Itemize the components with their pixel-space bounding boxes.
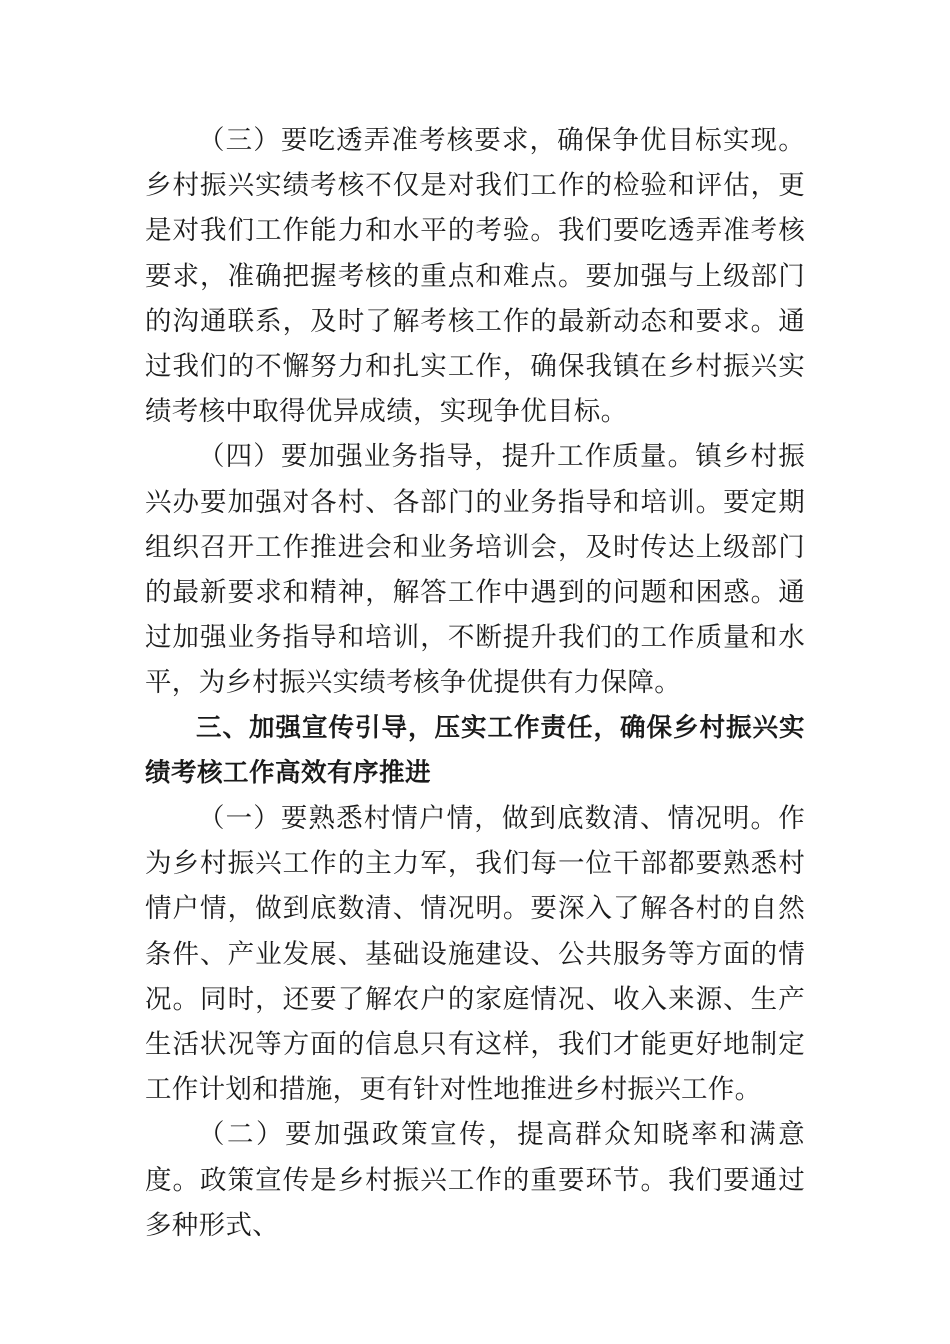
section-heading-three: 三、加强宣传引导，压实工作责任，确保乡村振兴实绩考核工作高效有序推进 — [145, 712, 805, 788]
paragraph-si-business-guidance: （四）要加强业务指导，提升工作质量。镇乡村振兴办要加强对各村、各部门的业务指导和培训。要定期组织召开工作推进会和业务培训会，及时传达上级部门的最新要求和精神，解答工作中遇到的问题和困惑。通过加强业务指导和培训，不断提升我们的工作质量和水平，为乡村振兴实绩考核争优提供有力保障。 — [145, 441, 805, 699]
paragraph-san-exam-requirements: （三）要吃透弄准考核要求，确保争优目标实现。乡村振兴实绩考核不仅是对我们工作的检验和评估，更是对我们工作能力和水平的考验。我们要吃透弄准考核要求，准确把握考核的重点和难点。要加强与上级部门的沟通联系，及时了解考核工作的最新动态和要求。通过我们的不懈努力和扎实工作，确保我镇在乡村振兴实绩考核中取得优异成绩，实现争优目标。 — [145, 125, 805, 428]
document-body — [145, 118, 805, 1248]
paragraph-yi-village-conditions: （一）要熟悉村情户情，做到底数清、情况明。作为乡村振兴工作的主力军，我们每一位干部都要熟悉村情户情，做到底数清、情况明。要深入了解各村的自然条件、产业发展、基础设施建设、公共服务等方面的情况。同时，还要了解农户的家庭情况、收入来源、生产生活状况等方面的信息只有这样，我们才能更好地制定工作计划和措施，更有针对性地推进乡村振兴工作。 — [145, 803, 805, 1106]
paragraph-er-policy-publicity: （二）要加强政策宣传，提高群众知晓率和满意度。政策宣传是乡村振兴工作的重要环节。我们要通过多种形式、 — [145, 1119, 805, 1241]
